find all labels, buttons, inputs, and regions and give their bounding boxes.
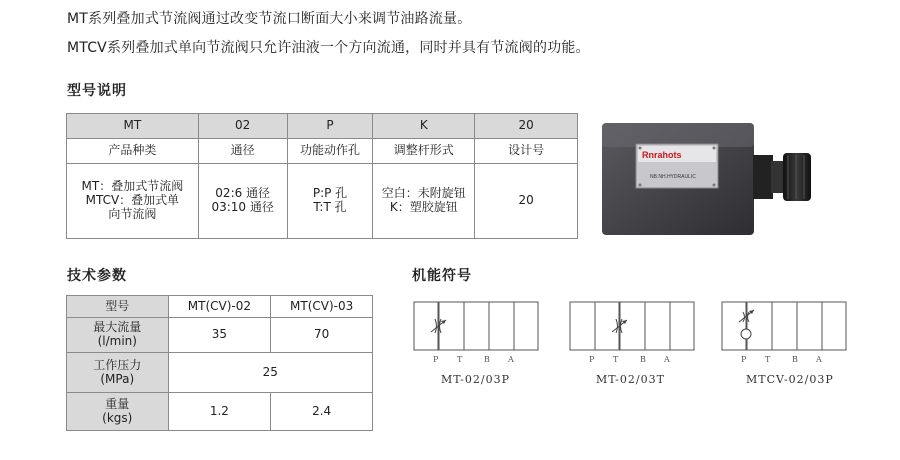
product-plate-text: NB.NH.HYDRAULIC [650, 174, 696, 180]
model-label-cell: 设计号 [475, 139, 578, 164]
intro-line-2: MTCV系列叠加式单向节流阀只允许油液一个方向流通，同时并具有节流阀的功能。 [67, 40, 590, 56]
model-value-cell: 空白：未附旋钮 K：塑胶旋钮 [373, 164, 475, 239]
tech-value-cell: 35 [168, 318, 271, 353]
model-value-cell: P:P 孔 T:T 孔 [287, 164, 373, 239]
tech-section-title: 技术参数 [67, 268, 127, 284]
hydraulic-symbol-mt-t [568, 298, 698, 358]
symbol-caption-2: MT-02/03T [596, 373, 665, 386]
model-header-cell: 02 [198, 114, 287, 139]
tech-table [66, 295, 373, 431]
model-header-cell: MT [67, 114, 199, 139]
tech-row-label: 重量 (kgs) [67, 393, 169, 431]
model-label-cell: 调整杆形式 [373, 139, 475, 164]
symbol-caption-3: MTCV-02/03P [746, 373, 834, 386]
tech-value-cell: 1.2 [168, 393, 271, 431]
tech-header-cell: 型号 [67, 296, 169, 318]
product-brand-text: Rnrahots [642, 150, 682, 160]
symbol-section-title: 机能符号 [412, 268, 472, 284]
model-header-cell: P [287, 114, 373, 139]
tech-value-cell: 2.4 [271, 393, 373, 431]
model-label-cell: 功能动作孔 [287, 139, 373, 164]
model-header-cell: 20 [475, 114, 578, 139]
tech-header-cell: MT(CV)-02 [168, 296, 271, 318]
intro-line-1: MT系列叠加式节流阀通过改变节流口断面大小来调节油路流量。 [67, 11, 472, 27]
tech-value-cell: 25 [168, 353, 372, 393]
model-value-cell: MT：叠加式节流阀 MTCV：叠加式单 向节流阀 [67, 164, 199, 239]
tech-value-cell: 70 [271, 318, 373, 353]
model-header-cell: K [373, 114, 475, 139]
tech-row-label: 工作压力 (MPa) [67, 353, 169, 393]
model-section-title: 型号说明 [67, 83, 127, 99]
model-value-cell: 02:6 通径 03:10 通径 [198, 164, 287, 239]
valve-product-image [598, 115, 828, 240]
model-label-cell: 产品种类 [67, 139, 199, 164]
hydraulic-symbol-mtcv-p [720, 298, 850, 358]
model-value-cell: 20 [475, 164, 578, 239]
hydraulic-symbol-mt-p [412, 298, 542, 358]
tech-header-cell: MT(CV)-03 [271, 296, 373, 318]
symbol-caption-1: MT-02/03P [441, 373, 511, 386]
tech-row-label: 最大流量 (l/min) [67, 318, 169, 353]
model-label-cell: 通径 [198, 139, 287, 164]
model-table [66, 113, 578, 239]
